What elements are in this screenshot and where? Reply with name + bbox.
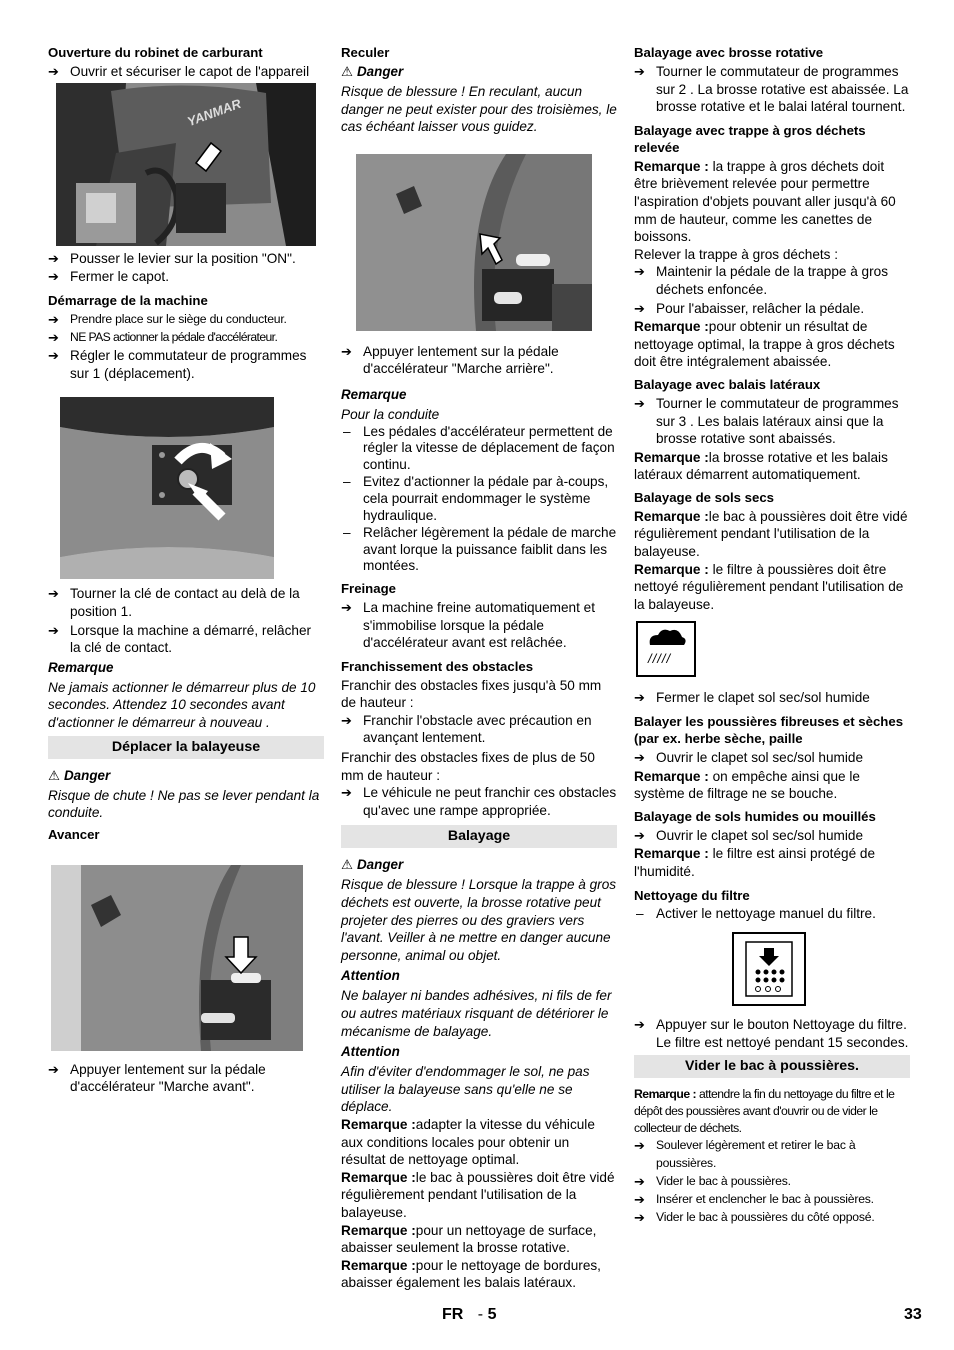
- pedal-reverse-illustration: [356, 154, 592, 331]
- photo-ignition: [60, 397, 274, 579]
- step: ➔ Le véhicule ne peut franchir ces obstacles qu'avec une rampe appropriée.: [341, 785, 617, 818]
- page-number: 33: [904, 1306, 922, 1323]
- note-line: Remarque :pour obtenir un résultat de nettoyage optimal, la trappe à gros déchets doit être intégralement abaissée.: [634, 319, 895, 370]
- step: ➔ Ouvrir et sécuriser le capot de l'appareil: [48, 64, 310, 79]
- step: ➔ Régler le commutateur de programmes sur 1 (déplacement).: [48, 348, 307, 381]
- arrow-icon: ➔: [48, 250, 59, 266]
- section-bar-sweeping: Balayage: [341, 825, 617, 848]
- step: ➔ Maintenir la pédale de la trappe à gros déchets enfoncée.: [634, 264, 888, 297]
- step: ➔ Appuyer sur le bouton Nettoyage du filtre. Le filtre est nettoyé pendant 15 secondes.: [634, 1017, 909, 1050]
- arrow-icon: ➔: [634, 1210, 645, 1226]
- arrow-icon: ➔: [48, 348, 59, 364]
- note-line: Remarque :le bac à poussières doit être vidé régulièrement pendant l'utilisation de la balayeuse.: [634, 508, 908, 560]
- danger-text: Risque de chute ! Ne pas se lever pendant la conduite.: [48, 787, 320, 821]
- step: ➔ Franchir l'obstacle avec précaution en avançant lentement.: [341, 712, 592, 746]
- note-subtitle: Pour la conduite: [341, 406, 440, 422]
- section-bar-empty-bin: Vider le bac à poussières.: [634, 1055, 910, 1078]
- heading-rotary-brush: Balayage avec brosse rotative: [634, 45, 824, 60]
- brand-label: YANMAR: [185, 95, 243, 129]
- heading-dry-floors: Balayage de sols secs: [634, 489, 775, 505]
- step: ➔ La machine freine automatiquement et s'immobilise lorsque la pédale d'accélérateur avant est relâchée.: [341, 599, 595, 651]
- note-line: Remarque :pour le nettoyage de bordures, abaisser également les balais latéraux.: [341, 1257, 601, 1291]
- danger-title: ⚠ Danger: [341, 857, 404, 873]
- arrow-icon: ➔: [341, 343, 352, 359]
- note-text: Ne jamais actionner le démarreur plus de 10 secondes. Attendez 10 secondes avant d'actionner le démarreur à nouveau .: [48, 679, 316, 730]
- arrow-icon: ➔: [634, 300, 645, 316]
- arrow-icon: ➔: [634, 1017, 645, 1033]
- note-title: Remarque: [48, 659, 114, 675]
- heading-reverse: Reculer: [341, 45, 390, 60]
- heading-flap-raised: Balayage avec trappe à gros déchets relevée: [634, 122, 866, 155]
- heading-wet-floors: Balayage de sols humides ou mouillés: [634, 808, 876, 824]
- arrow-icon: ➔: [634, 750, 645, 766]
- warning-icon: ⚠: [48, 767, 61, 783]
- arrow-icon: ➔: [341, 712, 352, 728]
- photo-engine: [56, 83, 316, 246]
- list-item: – Activer le nettoyage manuel du filtre.: [636, 905, 876, 921]
- heading-machine-start: Démarrage de la machine: [48, 292, 208, 308]
- heading-fuel-valve: Ouverture du robinet de carburant: [48, 45, 263, 60]
- step: ➔ NE PAS actionner la pédale d'accélérateur.: [48, 329, 278, 345]
- arrow-icon: ➔: [634, 1138, 645, 1154]
- note-line: Remarque : le filtre à poussières doit être nettoyé régulièrement pendant l'utilisation de la balayeuse.: [634, 561, 904, 612]
- arrow-icon: ➔: [48, 622, 59, 638]
- step: ➔ Pour l'abaisser, relâcher la pédale.: [634, 300, 865, 316]
- list-item: – Evitez d'actionner la pédale par à-coups, cela pourrait endommager le système hydraulique.: [343, 474, 609, 523]
- cloud-icon: [638, 623, 694, 675]
- step: ➔ Fermer le capot.: [48, 269, 169, 285]
- step: ➔ Vider le bac à poussières du côté opposé.: [634, 1210, 875, 1226]
- footer-lang: FR - 5: [442, 1306, 497, 1323]
- dry-floor-icon: [636, 621, 696, 677]
- engine-illustration: [56, 83, 316, 246]
- warning-icon: ⚠: [341, 64, 354, 79]
- step: ➔ Insérer et enclencher le bac à poussières.: [634, 1191, 874, 1207]
- photo-reverse-pedal: [356, 154, 592, 331]
- heading-side-brushes: Balayage avec balais latéraux: [634, 376, 821, 392]
- heading-forward: Avancer: [48, 826, 100, 842]
- danger-title: ⚠ Danger: [341, 64, 404, 79]
- arrow-icon: ➔: [341, 599, 352, 615]
- note-line: Remarque :le bac à poussières doit être vidé régulièrement pendant l'utilisation de la balayeuse.: [341, 1169, 615, 1220]
- danger-title: ⚠ Danger: [48, 767, 111, 783]
- danger-text: Risque de blessure ! Lorsque la trappe à gros déchets est ouverte, la brosse rotative peut projeter des pierres ou des graviers vers l'avant. Veiller à ne mettre en danger aucune personne, animal ou objet.: [341, 877, 617, 963]
- paragraph: Relever la trappe à gros déchets :: [634, 246, 839, 262]
- pedal-illustration: [51, 865, 303, 1051]
- heading-fibrous-dust: Balayer les poussières fibreuses et sèches (par ex. herbe sèche, paille: [634, 714, 904, 747]
- column-1: [48, 44, 324, 1097]
- note-line: Remarque :la brosse rotative et les balais latéraux démarrent automatiquement.: [634, 449, 888, 483]
- photo-forward-pedal: [51, 865, 303, 1051]
- step: ➔ Appuyer lentement sur la pédale d'accélérateur "Marche arrière".: [341, 343, 559, 377]
- list-item: – Les pédales d'accélérateur permettent de régler la vitesse de déplacement de façon continu.: [343, 423, 615, 472]
- note-line: Remarque : le filtre est ainsi protégé de l'humidité.: [634, 846, 876, 879]
- attention-title: Attention: [341, 968, 400, 984]
- arrow-icon: ➔: [341, 785, 352, 801]
- step: ➔ Fermer le clapet sol sec/sol humide: [634, 690, 870, 706]
- heading-braking: Freinage: [341, 580, 396, 596]
- arrow-icon: ➔: [48, 329, 59, 345]
- filter-shake-icon: [734, 934, 804, 1004]
- arrow-icon: ➔: [634, 827, 645, 843]
- arrow-icon: ➔: [634, 264, 645, 280]
- attention-text: Ne balayer ni bandes adhésives, ni fils de fer ou autres matériaux risquant de détériorer le mécanisme de balayage.: [341, 988, 612, 1039]
- arrow-icon: ➔: [48, 1061, 59, 1077]
- note-line: Remarque : attendre la fin du nettoyage du filtre et le dépôt des poussières avant d'ouvrir ou de vider le collecteur de déchets.: [634, 1087, 895, 1136]
- column-2: [341, 44, 617, 1292]
- arrow-icon: ➔: [634, 64, 645, 79]
- step: ➔ Tourner le commutateur de programmes sur 2 . La brosse rotative est abaissée. La brosse rotative et le balai latéral tournent.: [634, 64, 909, 115]
- step: ➔ Lorsque la machine a démarré, relâcher la clé de contact.: [48, 622, 312, 656]
- paragraph: Franchir des obstacles fixes jusqu'à 50 mm de hauteur :: [341, 677, 602, 711]
- note-line: Remarque : la trappe à gros déchets doit être brièvement relevée pour permettre l'aspiration d'objets pouvant aller jusqu'à 60 mm de hauteur, comme les canettes de boissons.: [634, 158, 896, 245]
- attention-title: Attention: [341, 1044, 400, 1060]
- step: ➔ Pousser le levier sur la position "ON".: [48, 250, 296, 266]
- step: ➔ Ouvrir le clapet sol sec/sol humide: [634, 827, 864, 843]
- attention-text: Afin d'éviter d'endommager le sol, ne pas utiliser la balayeuse sans qu'elle ne se déplace.: [341, 1064, 590, 1115]
- arrow-icon: ➔: [634, 395, 645, 411]
- column-3: [634, 44, 910, 1227]
- list-item: – Relâcher légèrement la pédale de marche avant lorque la puissance faiblit dans les montées.: [343, 525, 617, 574]
- section-bar-move: Déplacer la balayeuse: [48, 736, 324, 759]
- step: ➔ Ouvrir le clapet sol sec/sol humide: [634, 750, 864, 766]
- warning-icon: ⚠: [341, 857, 354, 873]
- ignition-illustration: [60, 397, 274, 579]
- arrow-icon: ➔: [634, 690, 645, 706]
- step: ➔ Tourner la clé de contact au delà de la position 1.: [48, 586, 300, 619]
- arrow-icon: ➔: [48, 269, 59, 285]
- step: ➔ Appuyer lentement sur la pédale d'accélérateur "Marche avant".: [48, 1061, 266, 1095]
- note-title: Remarque: [341, 386, 407, 402]
- danger-text: Risque de blessure ! En reculant, aucun danger ne peut exister pour des troisièmes, le cas échéant laisser vous guidez.: [341, 84, 617, 135]
- arrow-icon: ➔: [634, 1173, 645, 1189]
- paragraph: Franchir des obstacles fixes de plus de 50 mm de hauteur :: [341, 750, 595, 783]
- heading-filter-cleaning: Nettoyage du filtre: [634, 887, 750, 903]
- step: ➔ Soulever légèrement et retirer le bac à poussières.: [634, 1138, 856, 1170]
- step: ➔ Tourner le commutateur de programmes sur 3 . Les balais latéraux ainsi que la brosse rotative sont abaissés.: [634, 395, 899, 447]
- floor-hatch-label: /////: [648, 651, 672, 667]
- filter-cleaning-icon: [732, 932, 806, 1006]
- heading-obstacles: Franchissement des obstacles: [341, 658, 534, 674]
- arrow-icon: ➔: [48, 586, 59, 602]
- arrow-icon: ➔: [634, 1191, 645, 1207]
- note-line: Remarque :pour un nettoyage de surface, abaisser seulement la brosse rotative.: [341, 1222, 597, 1256]
- note-line: Remarque : on empêche ainsi que le système de filtrage ne se bouche.: [634, 768, 860, 802]
- arrow-icon: ➔: [48, 311, 59, 327]
- note-line: Remarque :adapter la vitesse du véhicule aux conditions locales pour obtenir un résultat de nettoyage optimal.: [341, 1116, 595, 1168]
- arrow-icon: ➔: [48, 64, 59, 79]
- step: ➔ Vider le bac à poussières.: [634, 1173, 791, 1189]
- step: ➔ Prendre place sur le siège du conducteur.: [48, 311, 287, 327]
